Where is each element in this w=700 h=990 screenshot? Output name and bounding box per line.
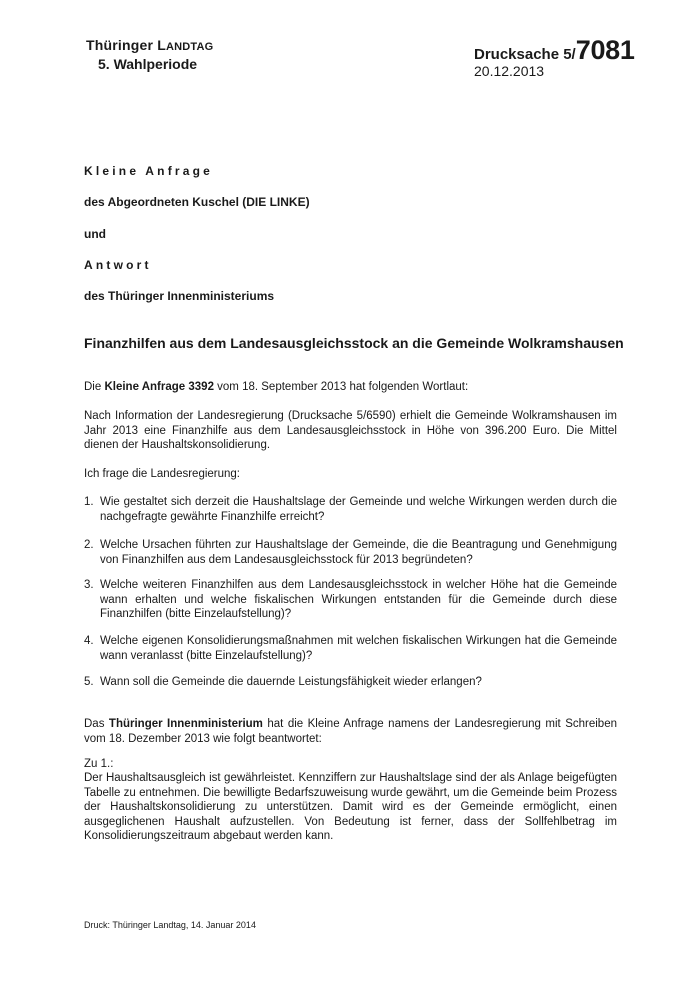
paragraph-information: Nach Information der Landesregierung (Drucksache 5/6590) erhielt die Gemeinde Wolkramshausen im Jahr 2013 eine Finanzhilfe aus dem Landesausgleichsstock in Höhe von 396.200 Euro. Die Mittel dienen der Haushaltskonsolidierung. xyxy=(84,410,617,452)
drucksache-number: 7081 xyxy=(575,35,635,65)
drucksache-label: Drucksache 5/ xyxy=(474,46,576,63)
question-item: 3. Welche weiteren Finanzhilfen aus dem Landesausgleichsstock in welcher Höhe hat die Gemeinde wann erhalten und welche fiskalischen Wirkungen entstanden für die Gemeinde durch diese Finanzhilfen (bitte Einzelaufstellung)? xyxy=(84,579,617,621)
document-title: Finanzhilfen aus dem Landesausgleichsstock an die Gemeinde Wolkramshausen xyxy=(84,335,624,351)
heading-antwort: Antwort xyxy=(84,258,152,272)
answer-intro: Das Thüringer Innenministerium hat die Kleine Anfrage namens der Landesregierung mit Schreiben vom 18. Dezember 2013 wie folgt beantwortet: xyxy=(84,718,617,745)
question-item: 1. Wie gestaltet sich derzeit die Haushaltslage der Gemeinde und welche Wirkungen werden durch die nachgefragte gewährte Finanzhilfe erreicht? xyxy=(84,496,617,523)
print-footer: Druck: Thüringer Landtag, 14. Januar 2014 xyxy=(84,920,256,930)
header-left xyxy=(86,37,213,73)
landtag-name: Thüringer LANDTAG xyxy=(86,37,214,53)
wahlperiode: 5. Wahlperiode xyxy=(98,56,198,72)
answer-1-text: Der Haushaltsausgleich ist gewährleistet. Kennziffern zur Haushaltslage sind der als Anlage beigefügten Tabelle zu entnehmen. Die bewilligte Bedarfszuweisung wurde gewährt, um die Gemeinde beim Prozess der Haushaltskonsolidierung zu unterstützen. Damit wird es der Gemeinde ermöglicht, einen ausgeglichenen Haushalt aufzustellen. Von Bedeutung ist ferner, dass der Sollfehlbetrag im Konsolidierungszeitraum abgebaut werden kann. xyxy=(84,772,617,843)
drucksache-date: 20.12.2013 xyxy=(474,63,545,79)
answer-1-label: Zu 1.: xyxy=(84,758,114,770)
heading-abgeordneter: des Abgeordneten Kuschel (DIE LINKE) xyxy=(84,195,310,209)
header-right xyxy=(474,35,635,79)
question-item: 2. Welche Ursachen führten zur Haushaltslage der Gemeinde, die die Beantragung und Genehmigung von Finanzhilfen aus dem Landesausgleichsstock für 2013 begründeten? xyxy=(84,539,617,566)
drucksache xyxy=(474,35,635,66)
heading-und: und xyxy=(84,227,106,241)
question-item: 4. Welche eigenen Konsolidierungsmaßnahmen mit welchen fiskalischen Wirkungen hat die Gemeinde wann veranlasst (bitte Einzelaufstellung)? xyxy=(84,635,617,662)
question-item: 5. Wann soll die Gemeinde die dauernde Leistungsfähigkeit wieder erlangen? xyxy=(84,676,482,688)
heading-ministerium: des Thüringer Innenministeriums xyxy=(84,289,275,303)
ask-line: Ich frage die Landesregierung: xyxy=(84,468,240,480)
intro-line: Die Kleine Anfrage 3392 vom 18. September 2013 hat folgenden Wortlaut: xyxy=(84,381,469,393)
heading-kleine-anfrage: Kleine Anfrage xyxy=(84,164,214,178)
